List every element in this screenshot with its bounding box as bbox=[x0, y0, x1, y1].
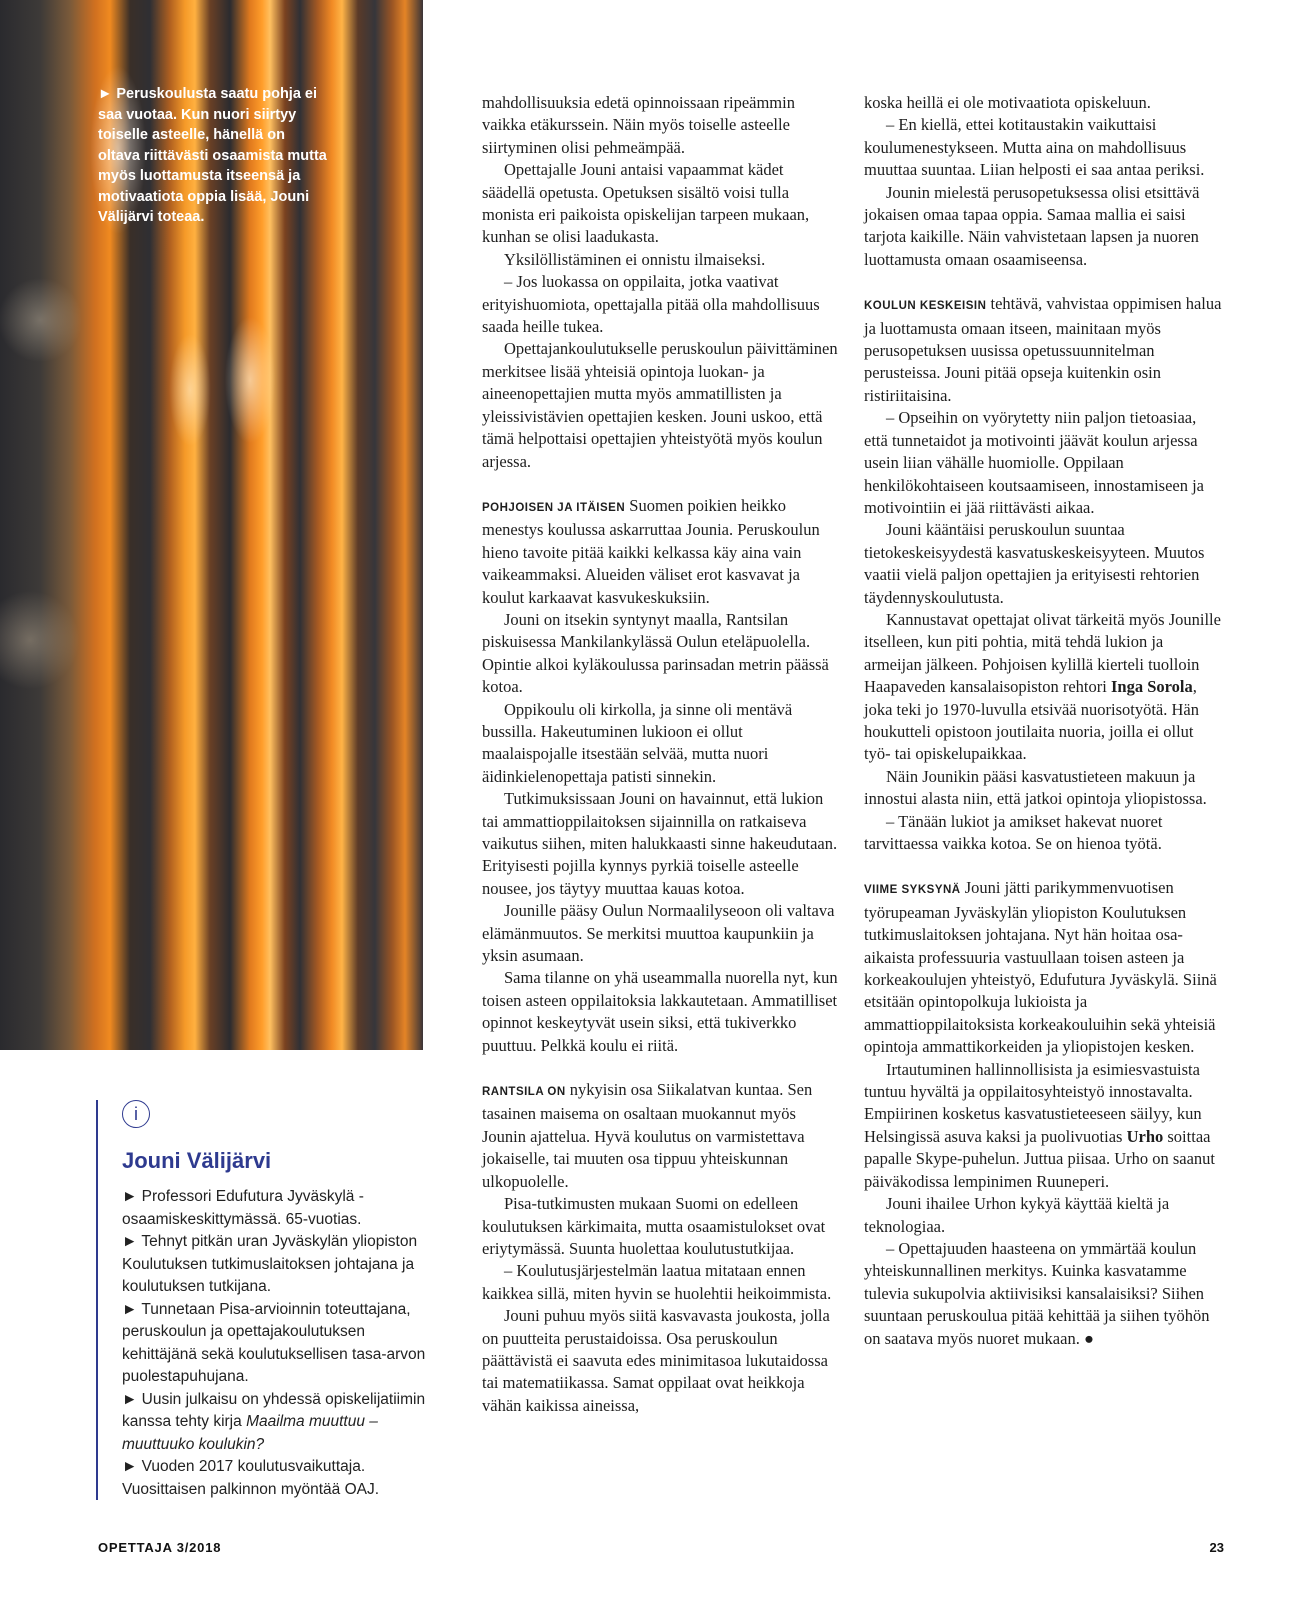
paragraph: – Opseihin on vyörytetty niin paljon tietoasiaa, että tunnetaidot ja motivointi jäävät koulun arjessa usein liian vähälle huomiolle. Oppilaan henkilökohtaiseen koutsaamiseen, innostamiseen ja motivointiin ei jää riittävästi aikaa. bbox=[864, 408, 1204, 517]
paragraph bbox=[864, 1238, 1222, 1350]
paragraph-text: tehtävä, vahvistaa oppimisen halua ja luottamusta omaan itseen, mainitaan myös perusopetuksen uusissa opetussuunnitelman perusteissa. Jouni pitää opseja kuitenkin osin ristiriitaisina. bbox=[864, 294, 1222, 405]
info-item bbox=[122, 1389, 434, 1457]
paragraph: Pisa-tutkimusten mukaan Suomi on edelleen koulutuksen kärkimaita, mutta osaamistulokset ovat eriytymässä. Suunta huolettaa koulutustutkijaa. bbox=[482, 1194, 826, 1258]
info-item: ► Tunnetaan Pisa-arvioinnin toteuttajana, peruskoulun ja opettajakoulutuksen kehittäjänä sekä koulutuksellisen tasa-arvon puolestapuhujana. bbox=[122, 1300, 426, 1385]
paragraph-text: Suomen poikien heikko menestys koulussa askarruttaa Jounia. Peruskoulun hieno tavoite pitää kaikki kelkassa käy aina vain vaikeammaksi. Alueiden väliset erot kasvavat ja koulut karkaavat kasvukeskuksiin. bbox=[482, 495, 820, 607]
article-column-1 bbox=[482, 92, 840, 1417]
paragraph: Oppikoulu oli kirkolla, ja sinne oli mentävä bussilla. Hakeutuminen lukioon ei ollut maalaispojalle itsestään selvää, mutta nuori äidinkielenopettaja patisti sinnekin. bbox=[482, 699, 793, 786]
section-paragraph bbox=[482, 1079, 840, 1193]
paragraph: – Tänään lukiot ja amikset hakevat nuoret tarvittaessa vaikka kotoa. Se on hienoa työtä. bbox=[864, 811, 1163, 853]
section-paragraph bbox=[864, 877, 1222, 1058]
info-list bbox=[122, 1186, 434, 1501]
paragraph: Opettajankoulutukselle peruskoulun päivittäminen merkitsee lisää yhteisiä opintoja luokan- ja aineenopettajien mutta myös ammatillisten ja yleissivistävien opettajien kesken. Jouni uskoo, että tämä helpottaisi opettajien yhteistyötä myös koulun arjessa. bbox=[482, 339, 838, 471]
paragraph: Jouni on itsekin syntynyt maalla, Rantsilan piskuisessa Mankilankylässä Oulun eteläpuolella. Opintie alkoi kyläkoulussa parinsadan metrin päässä kotoa. bbox=[482, 609, 829, 697]
paragraph: Jouni kääntäisi peruskoulun suuntaa tietokeskeisyydestä kasvatuskeskeisyyteen. Muutos vaatii vielä paljon opettajien ja erityisesti rehtorien täydennyskoulutusta. bbox=[864, 520, 1205, 607]
end-mark: ● bbox=[1079, 1328, 1094, 1348]
photo-caption: ► Peruskoulusta saatu pohja ei saa vuotaa. Kun nuori siirtyy toiselle asteelle, hänellä on oltava riittävästi osaamista mutta myös luottamusta itseensä ja motivaatiota oppia lisää, Jouni Välijärvi toteaa. bbox=[98, 86, 327, 225]
section-lead: VIIME SYKSYNÄ bbox=[864, 884, 961, 897]
paragraph: Yksilöllistäminen ei onnistu ilmaiseksi. bbox=[504, 249, 766, 269]
paragraph: Jounille pääsy Oulun Normaalilyseoon oli valtava elämänmuutos. Se merkitsi muuttoa kaupunkiin ja yksin asumaan. bbox=[482, 901, 835, 966]
info-item: ► Vuoden 2017 koulutusvaikuttaja. Vuosittaisen palkinnon myöntää OAJ. bbox=[122, 1458, 380, 1498]
info-item: ► Professori Edufutura Jyväskylä -osaamiskeskittymässä. 65-vuotias. bbox=[122, 1188, 364, 1228]
section-lead: RANTSILA ON bbox=[482, 1086, 566, 1099]
paragraph bbox=[864, 1059, 1222, 1193]
paragraph: Opettajalle Jouni antaisi vapaammat kädet säädellä opetusta. Opetuksen sisältö voisi tulla monista eri paikoista opiskelijan tarpeen mukaan, kunhan se olisi laadukasta. bbox=[482, 160, 810, 247]
section-lead: KOULUN KESKEISIN bbox=[864, 300, 987, 313]
section-lead: POHJOISEN JA ITÄISEN bbox=[482, 501, 626, 514]
footer-publication: OPETTAJA 3/2018 bbox=[98, 1540, 222, 1555]
paragraph: Jouni puhuu myös siitä kasvavasta joukosta, jolla on puutteita perustaidoissa. Osa peruskoulun päättävistä ei saavuta edes minimitasoa lukutaidossa tai matematiikassa. Samat oppilaat ovat heikkoja vähän kaikissa aineissa, bbox=[482, 1306, 830, 1415]
paragraph-text: Kannustavat opettajat olivat tärkeitä myös Jounille itselleen, kun piti pohtia, mitä tehdä lukion ja armeijan jälkeen. Pohjoisen kylillä kierteli tuolloin Haapaveden kansalaisopiston rehtori bbox=[864, 609, 1221, 697]
paragraph: Näin Jounikin pääsi kasvatustieteen makuun ja innostui alasta niin, että jatkoi opintoja yliopistossa. bbox=[864, 766, 1207, 809]
article-photo bbox=[0, 0, 423, 1050]
paragraph: – Jos luokassa on oppilaita, jotka vaativat erityishuomiota, opettajalla pitää olla mahdollisuus saada heille tukea. bbox=[482, 272, 820, 337]
info-box bbox=[96, 1100, 428, 1500]
section-paragraph bbox=[864, 293, 1222, 407]
paragraph: mahdollisuuksia edetä opinnoissaan ripeämmin vaikka etäkurssein. Näin myös toiselle asteelle siirtyminen olisi pehmeämpää. bbox=[482, 93, 795, 157]
info-person-name: Jouni Välijärvi bbox=[122, 1148, 272, 1173]
paragraph-text: , joka teki jo 1970-luvulla etsivää nuorisotyötä. Hän houkutteli opistoon joutilaita nuoria, joilla ei ollut työ- tai opiskelupaikkaa. bbox=[864, 677, 1199, 764]
book-title: Maailma muuttuu – muuttuuko koulukin? bbox=[122, 1413, 378, 1453]
person-name: Urho bbox=[1126, 1126, 1164, 1146]
section-paragraph bbox=[482, 495, 840, 609]
paragraph: Sama tilanne on yhä useammalla nuorella nyt, kun toisen asteen oppilaitoksia lakkautetaan. Ammatilliset opinnot keskeytyvät usein siksi, että tukiverkko puuttuu. Pelkkä koulu ei riitä. bbox=[482, 968, 838, 1055]
paragraph-text: – Opettajuuden haasteena on ymmärtää koulun yhteiskunnallinen merkitys. Kuinka kasvatamme tulevia sukupolvia aktiivisiksi kansalaisiksi? Siihen suuntaan peruskoulua pitää kehittää ja siihen työhön on saatava myös nuoret mukaan. bbox=[864, 1238, 1210, 1348]
person-name: Inga Sorola bbox=[1110, 677, 1193, 697]
info-item: ► Tehnyt pitkän uran Jyväskylän yliopiston Koulutuksen tutkimuslaitoksen johtajana ja koulutuksen tutkijana. bbox=[122, 1233, 418, 1295]
paragraph: Jouni ihailee Urhon kykyä käyttää kieltä ja teknologiaa. bbox=[864, 1194, 1170, 1236]
paragraph: – Koulutusjärjestelmän laatua mitataan ennen kaikkea sillä, miten hyvin se huolehtii heikoimmista. bbox=[482, 1261, 832, 1303]
paragraph-text: Irtautuminen hallinnollisista ja esimiesvastuista tuntuu hyvältä ja oppilaitosyhteistyö innostavalta. Empiirinen kosketus kasvatustieteeseen säilyy, kun Helsingissä asuva kaksi ja puolivuotias bbox=[864, 1059, 1202, 1146]
paragraph-text: soittaa papalle Skype-puhelun. Juttua piisaa. Urho on saanut päiväkodissa lempinimen Ruuneperi. bbox=[864, 1126, 1216, 1191]
paragraph bbox=[864, 609, 1222, 766]
paragraph-text: Jouni jätti parikymmenvuotisen työrupeaman Jyväskylän yliopiston Koulutuksen tutkimuslaitoksen johtajana. Nyt hän hoitaa osa-aikaista professuuria vastuullaan toisen asteen ja korkeakoulujen yhteistyö, Edufutura Jyväskylä. Siinä etsitään opintopolkuja lukioista ja ammattioppilaitoksista korkeakouluihin sekä yhteisiä opintoja ammattikorkeiden ja yliopistojen kesken. bbox=[864, 878, 1217, 1057]
paragraph: Tutkimuksissaan Jouni on havainnut, että lukion tai ammattioppilaitoksen sijainnilla on ratkaiseva vaikutus siihen, miten halukkaasti sinne hakeudutaan. Erityisesti pojilla kynnys pyrkiä toiselle asteelle nousee, jos täytyy muuttaa kauas kotoa. bbox=[482, 789, 838, 898]
paragraph: koska heillä ei ole motivaatiota opiskeluun. bbox=[864, 93, 1151, 112]
article-column-2 bbox=[864, 92, 1222, 1350]
info-item-text: ► Uusin julkaisu on yhdessä opiskelijatiimin kanssa tehty kirja bbox=[122, 1390, 426, 1430]
paragraph: – En kiellä, ettei kotitaustakin vaikuttaisi koulumenestykseen. Mutta aina on mahdollisuus muuttaa suuntaa. Liian helposti ei saa antaa periksi. bbox=[864, 115, 1205, 180]
paragraph: Jounin mielestä perusopetuksessa olisi etsittävä jokaisen omaa tapaa oppia. Samaa mallia ei saisi tarjota kaikille. Näin vahvistetaan lapsen ja nuoren luottamusta omaan osaamiseensa. bbox=[864, 182, 1200, 269]
paragraph-text: nykyisin osa Siikalatvan kuntaa. Sen tasainen maisema on osaltaan muokannut myös Jounin ajattelua. Hyvä koulutus on varmistettava jokaiselle, tai muuten osa tippuu yhteiskunnan ulkopuolelle. bbox=[482, 1080, 813, 1191]
footer-page-number: 23 bbox=[1209, 1540, 1224, 1555]
info-icon: i bbox=[122, 1100, 150, 1128]
